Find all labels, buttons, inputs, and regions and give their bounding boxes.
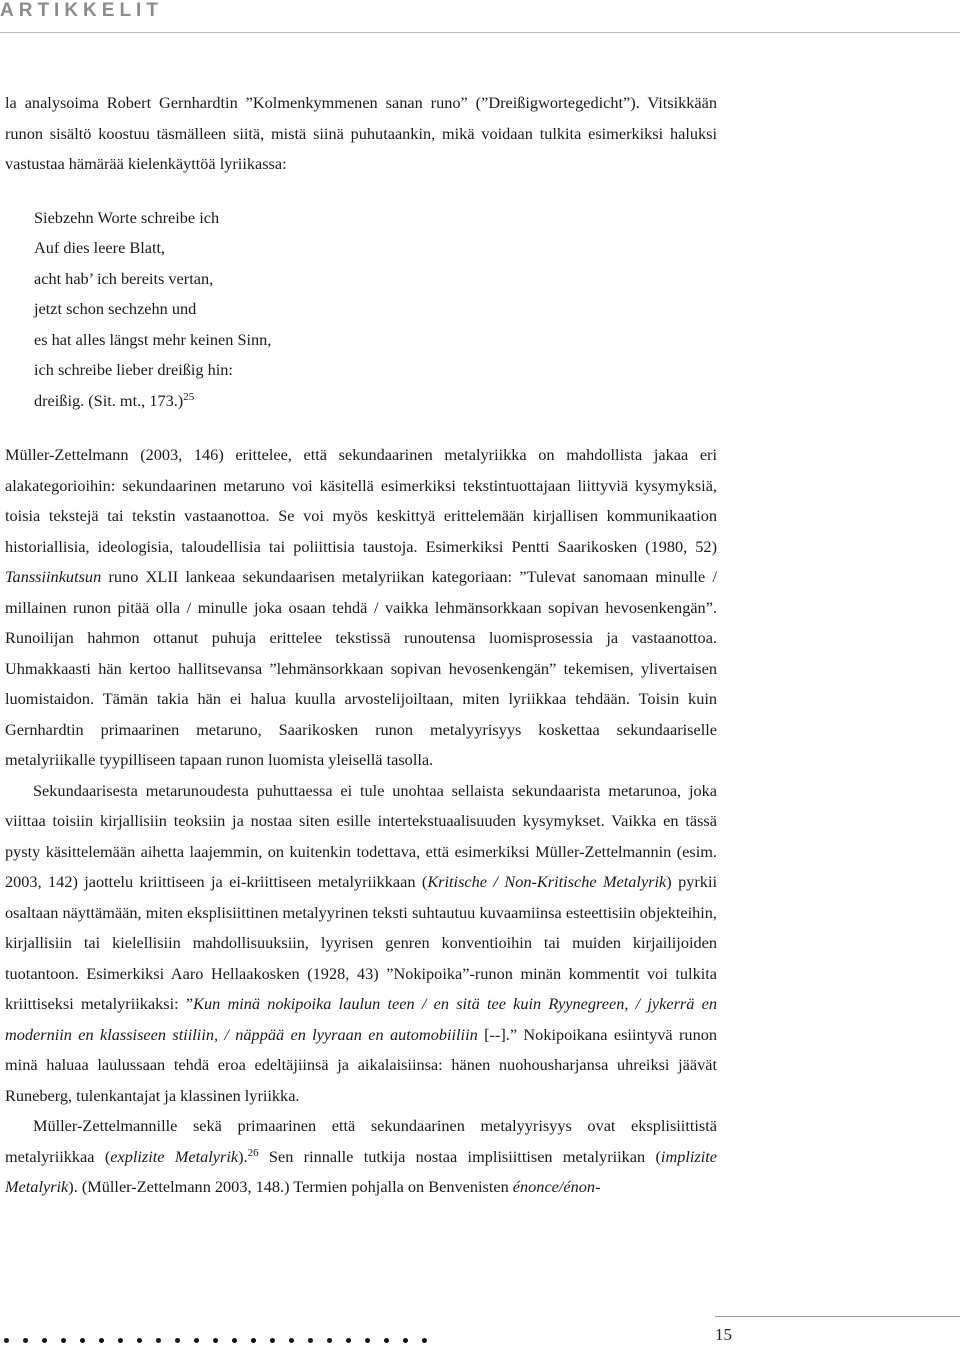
footer-dot <box>365 1338 370 1343</box>
footer-dot <box>4 1338 9 1343</box>
footer-dot <box>403 1338 408 1343</box>
paragraph-text: ). (Müller-Zettelmann 2003, 148.) Termien pohjalla on Benvenisten <box>68 1177 513 1196</box>
footer-dot <box>270 1338 275 1343</box>
paragraph-text: ) pyrkii osaltaan näyttämään, miten eksplisiittinen metalyyrinen teksti suhtautuu kuvaamiinsa esteettisiin objekteihin, kirjallisiin tai kielellisiin mahdollisuuksiin, lyyrisen genren konventioihin tai muiden kirjailijoiden tuotantoon. Esimerkiksi Aaro Hellaakosken (1928, 43) ”Nokipoika”-runon minän kommentit voi tulkita kriittiseksi metalyriikaksi: ” <box>5 872 717 1013</box>
header-divider <box>0 32 960 33</box>
footer-dot <box>289 1338 294 1343</box>
article-body <box>5 88 717 1203</box>
intro-paragraph: la analysoima Robert Gernhardtin ”Kolmenkymmenen sanan runo” (”Dreißigwortegedicht”). Vitsikkään runon sisältö koostuu täsmälleen siitä, mistä siinä puhutaankin, mikä voidaan tulkita esimerkiksi haluksi vastustaa hämärää kielenkäyttöä lyriikassa: <box>5 93 717 173</box>
paragraph-text: [--].” Nokipoikana esiintyvä runon minä haluaa laulussaan tehdä eroa edeltäjiinsä ja aikalaisiinsa: hänen nuohousharjansa uhreiksi jäävät Runeberg, tulenkantajat ja klassinen lyriikka. <box>5 1024 717 1105</box>
italic-term: explizite Metalyrik <box>110 1146 239 1166</box>
poem-line: Auf dies leere Blatt, <box>34 238 166 257</box>
paragraph-secondary-metapoetry <box>5 776 717 1112</box>
poem-line: es hat alles längst mehr keinen Sinn, <box>34 329 272 349</box>
paragraph-text: runo XLII lankeaa sekundaarisen metalyriikan kategoriaan: ”Tulevat sanomaan minulle / millainen runon pitää olla / minulle joka osaan tehdä / vaikka lehmänsorkkaan sopivan hevosenkengän”. Runoilijan hahmon ottanut puhuja erittelee tekstissä runoutensa luomisprosessia ja vastaanottoa. Uhmakkaasti hän kertoo hallitsevansa ”lehmänsorkkaan sopivan hevosenkengän” tekemisen, ylivertaisen luomistaidon. Tämän takia hän ei halua kuulla arvostelijoiltaan, miten lyriikkaa tehdään. Toisin kuin Gernhardtin primaarinen metaruno, Saarikosken runon metalyyrisyys koskettaa sekundaariselle metalyriikalle tyypilliseen tapaan runon luomista yleisellä tasolla. <box>5 567 717 769</box>
italic-term: énonce/énon- <box>512 1177 601 1196</box>
footer-dot <box>327 1338 332 1343</box>
poem-line: jetzt schon sechzehn und <box>34 299 197 318</box>
footer-dot <box>213 1338 218 1343</box>
footer-dot-row <box>4 1338 427 1343</box>
footnote-ref-26[interactable]: 26 <box>247 1146 259 1159</box>
poem-line: dreißig. (Sit. mt., 173.) <box>34 390 184 410</box>
paragraph-text: Müller-Zettelmann (2003, 146) erittelee, että sekundaarinen metalyriikka on mahdollista jakaa eri alakategorioihin: sekundaarinen metaruno voi käsitellä esimerkiksi tekstintuottajaan liittyviä kysymyksiä, toisia tekstejä tai tekstin vastaanottoa. Se voi myös keskittyä erittelemään kirjallisen kommunikaation historiallisia, ideologisia, taloudellisia tai poliittisia taustoja. Esimerkiksi Pentti Saarikosken (1980, 52) <box>5 445 717 556</box>
paragraph-text: Sekundaarisesta metarunoudesta puhuttaessa ei tule unohtaa sellaista sekundaarista metarunoa, joka viittaa toisiin kirjallisiin teoksiin ja nostaa siten esille intertekstuaalisuuden kysymykset. Vaikka en tässä pysty käsittelemään aihetta laajemmin, on kuitenkin todettava, että esimerkiksi Müller-Zettelmannin (esim. 2003, 142) jaottelu kriittiseen ja ei-kriittiseen metalyriikkaan ( <box>5 780 717 891</box>
poem-line: ich schreibe lieber dreißig hin: <box>34 360 233 379</box>
italic-term: Kritische / Non-Kritische Metalyrik <box>427 872 667 891</box>
footer-dot <box>251 1338 256 1343</box>
footer-dot <box>346 1338 351 1343</box>
italic-quote: Kun minä nokipoika laulun teen / en sitä tee kuin Ryynegreen, / jykerrä en moderniin en klassiseen stiiliin, / näppää en lyyraan en automobiiliin <box>5 994 717 1044</box>
footer-dot <box>23 1338 28 1343</box>
poem-line: acht hab’ ich bereits vertan, <box>34 268 214 288</box>
poem-line: Siebzehn Worte schreibe ich <box>34 207 220 227</box>
footnote-ref-25[interactable]: 25 <box>183 390 195 403</box>
footer-dot <box>194 1338 199 1343</box>
italic-term: implizite Metalyrik <box>5 1146 717 1196</box>
paragraph-muller-zettelmann <box>5 440 717 776</box>
italic-title: Tanssiinkutsun <box>5 567 102 586</box>
footer-dot <box>384 1338 389 1343</box>
footer-dot <box>308 1338 313 1343</box>
page-number: 15 <box>715 1325 732 1344</box>
section-header: ARTIKKELIT <box>0 0 163 21</box>
footer-dot <box>61 1338 66 1343</box>
footer-dot <box>42 1338 47 1343</box>
footer-dot <box>137 1338 142 1343</box>
paragraph-text: ). <box>238 1146 248 1166</box>
footer-dot <box>422 1338 427 1343</box>
footer-divider <box>715 1316 960 1317</box>
footer-dot <box>118 1338 123 1343</box>
poem-quote <box>34 203 717 417</box>
poem-last-line <box>34 386 717 417</box>
footer-dot <box>80 1338 85 1343</box>
footer-dot <box>156 1338 161 1343</box>
paragraph-text: Müller-Zettelmannille sekä primaarinen että sekundaarinen metalyyrisyys ovat eksplisiittistä metalyriikkaa ( <box>5 1116 717 1166</box>
footer-dot <box>175 1338 180 1343</box>
footer-dot <box>99 1338 104 1343</box>
paragraph-explicit-metalyrics <box>5 1111 717 1203</box>
paragraph-text: Sen rinnalle tutkija nostaa implisiittisen metalyriikan ( <box>258 1146 661 1166</box>
footer-dot <box>232 1338 237 1343</box>
